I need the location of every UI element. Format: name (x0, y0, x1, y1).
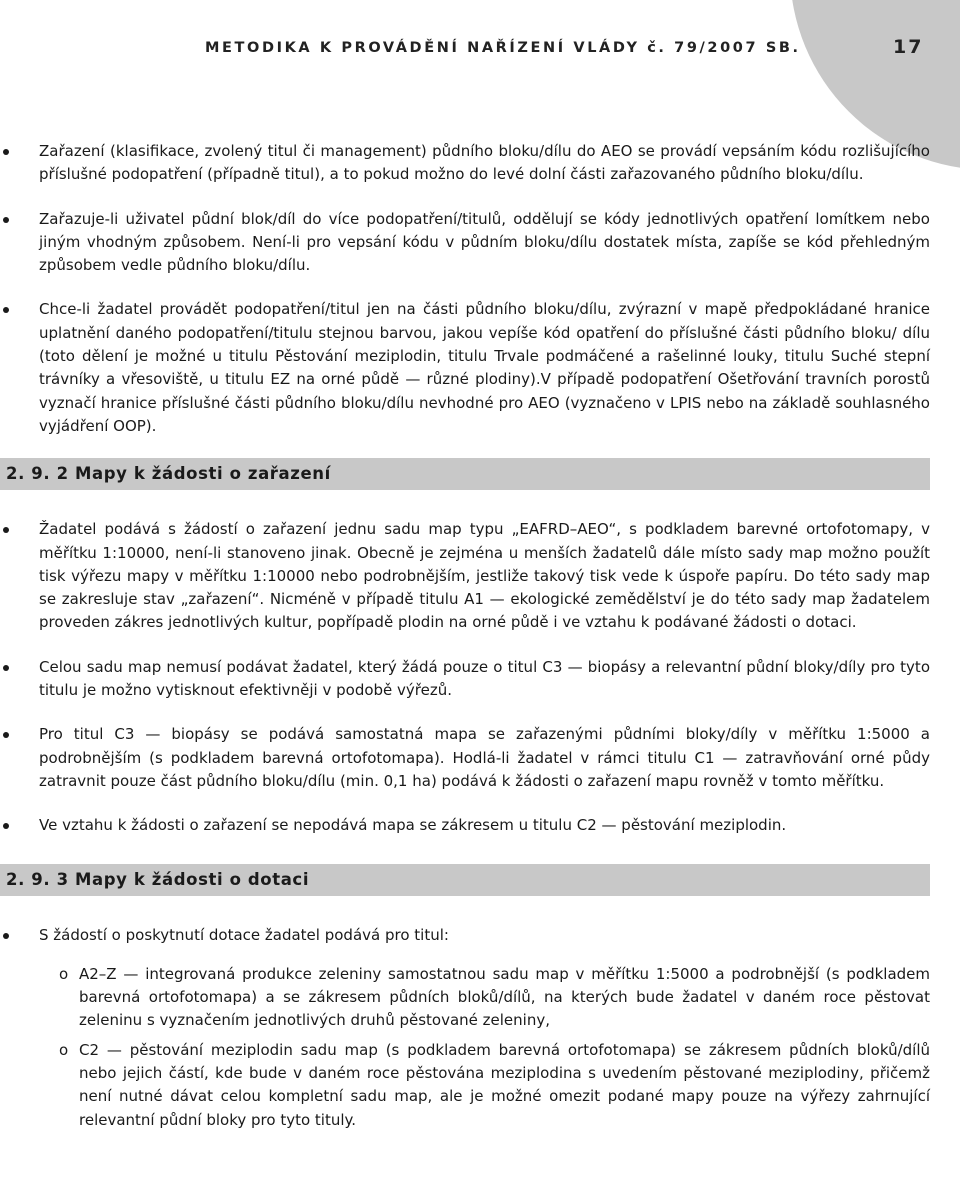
sub-list-item (39, 963, 930, 1033)
list-item: Ve vztahu k žádosti o zařazení se nepodává mapa se zákresem u titulu C2 — pěstování meziplodin. (0, 814, 930, 837)
list-item: Pro titul C3 — biopásy se podává samostatná mapa se zařazenými půdními bloky/díly v měřítku 1:5000 a podrobnějším (s podkladem barevná ortofotomapa). Hodlá-li žadatel v rámci titulu C1 — zatravňování orné půdy zatravnit pouze část půdního bloku/dílu (min. 0,1 ha) podává k žádosti o zařazení mapu rovněž v tomto měřítku. (0, 723, 930, 793)
section-2-9-3-bullet-list (0, 924, 930, 1132)
list-item (0, 924, 930, 1132)
section-heading-2-9-3: 2. 9. 3 Mapy k žádosti o dotaci (0, 864, 930, 896)
list-item: Žadatel podává s žádostí o zařazení jednu sadu map typu „EAFRD–AEO“, s podkladem barevné ortofotomapy, v měřítku 1:10000, není-li stanoveno jinak. Obecně je zejména u menších žadatelů dále místo sady map možno použít tisk výřezu mapy v měřítku 1:10000 nebo podrobnějším, jestliže takový tisk vede k úspoře papíru. Do této sady map se zakresluje stav „zařazení“. Nicméně v případě titulu A1 — ekologické zemědělství je do této sady map žadatelem proveden zákres jednotlivých kultur, popřípadě plodin na orné půdě i ve vztahu k podávané žádosti o dotaci. (0, 518, 930, 634)
page-content (0, 140, 930, 1138)
list-item: Celou sadu map nemusí podávat žadatel, který žádá pouze o titul C3 — biopásy a relevantní půdní bloky/díly pro tyto titulu je možno vytisknout efektivněji v podobě výřezů. (0, 656, 930, 703)
section-2-9-2-bullet-list (0, 518, 930, 837)
list-item: Zařazení (klasifikace, zvolený titul či management) půdního bloku/dílu do AEO se provádí vepsáním kódu rozlišujícího příslušné podopatření (případně titul), a to pokud možno do levé dolní části zařazovaného půdního bloku/dílu. (0, 140, 930, 187)
sub-list-marker: o (59, 964, 69, 983)
list-item-text: S žádostí o poskytnutí dotace žadatel podává pro titul: (39, 925, 449, 944)
section-heading-2-9-2: 2. 9. 2 Mapy k žádosti o zařazení (0, 458, 930, 490)
sub-list (39, 963, 930, 1132)
page-number: 17 (893, 36, 924, 58)
list-item: Chce-li žadatel provádět podopatření/titul jen na části půdního bloku/dílu, zvýrazní v mapě předpokládané hranice uplatnění daného podopatření/titulu stejnou barvou, jakou vepíše kód opatření do příslušné části půdního bloku/ dílu (toto dělení je možné u titulu Pěstování meziplodin, titulu Trvale podmáčené a rašelinné louky, titulu Suché stepní trávníky a vřesoviště, u titulu EZ na orné půdě — různé plodiny).V případě podopatření Ošetřování travních porostů vyznačí hranice příslušné části půdního bloku/dílu nevhodné pro AEO (vyznačeno v LPIS nebo na základě souhlasného vyjádření OOP). (0, 298, 930, 438)
running-header: METODIKA K PROVÁDĚNÍ NAŘÍZENÍ VLÁDY č. 79/2007 SB. (205, 40, 801, 56)
sub-list-item (39, 1039, 930, 1132)
list-item: Zařazuje-li uživatel půdní blok/díl do více podopatření/titulů, oddělují se kódy jednotlivých opatření lomítkem nebo jiným vhodným způsobem. Není-li pro vepsání kódu v půdním bloku/dílu dostatek místa, zapíše se kód přehledným způsobem vedle půdního bloku/dílu. (0, 208, 930, 278)
sub-list-item-text: C2 — pěstování meziplodin sadu map (s podkladem barevná ortofotomapa) se zákresem půdních bloků/dílů nebo jejich částí, kde bude v daném roce pěstována meziplodina s uvedením pěstované meziplodiny, přičemž není nutné dávat celou kompletní sadu map, ale je možné omezit podané mapy pouze na výřezy zahrnující relevantní půdní bloky pro tyto tituly. (79, 1040, 930, 1129)
sub-list-item-text: A2–Z — integrovaná produkce zeleniny samostatnou sadu map v měřítku 1:5000 a podrobnější (s podkladem barevná ortofotomapa) a se zákresem půdních bloků/dílů, na kterých bude žadatel v daném roce pěstovat zeleninu s vyznačením jednotlivých druhů pěstované zeleniny, (79, 964, 930, 1030)
intro-bullet-list (0, 140, 930, 438)
sub-list-marker: o (59, 1040, 69, 1059)
